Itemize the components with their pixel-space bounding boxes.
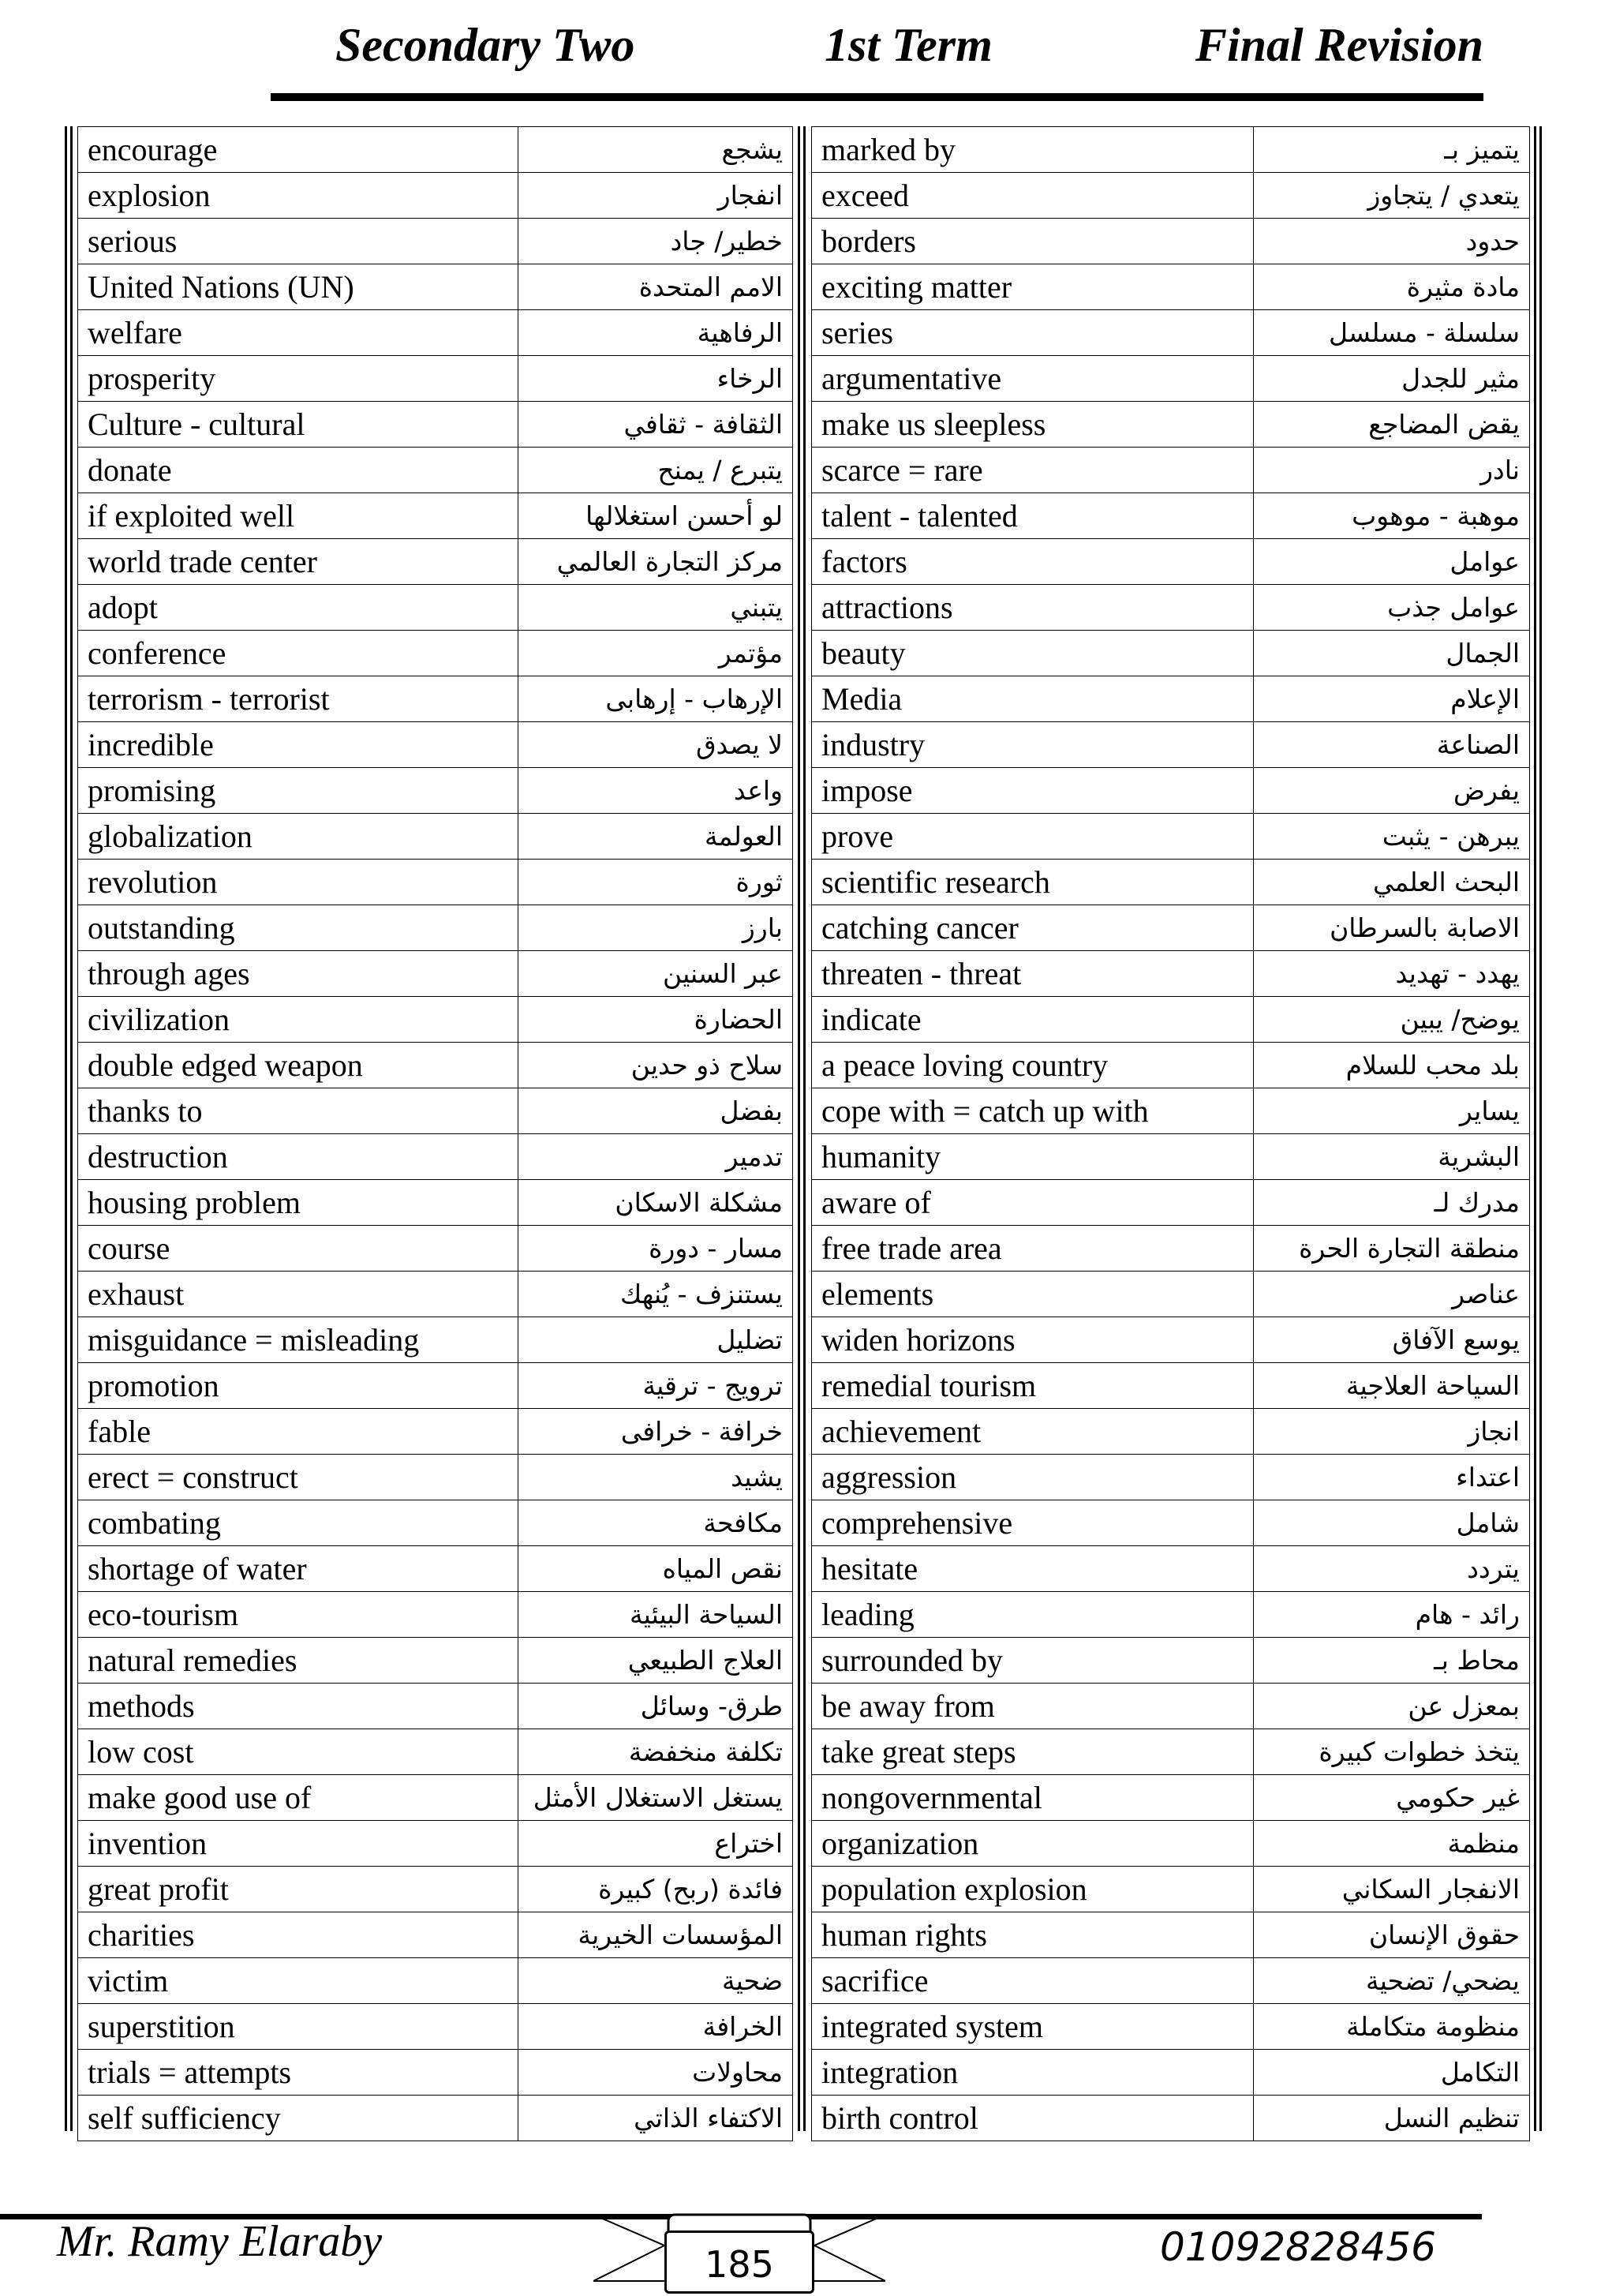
english-term: population explosion: [812, 1867, 1254, 1912]
arabic-translation: نادر: [1254, 448, 1530, 493]
table-row: [812, 1455, 1530, 1500]
arabic-translation: الرخاء: [518, 356, 793, 402]
arabic-translation: يوضح/ يبين: [1254, 997, 1530, 1043]
english-term: encourage: [78, 127, 518, 173]
english-term: remedial tourism: [812, 1363, 1254, 1409]
arabic-translation: ترويج - ترقية: [518, 1363, 793, 1409]
arabic-translation: يفرض: [1254, 768, 1530, 814]
table-row: [812, 722, 1530, 768]
english-term: exciting matter: [812, 264, 1254, 310]
table-row: [78, 951, 793, 997]
english-term: promising: [78, 768, 518, 814]
table-row: [812, 768, 1530, 814]
table-row: [78, 1363, 793, 1409]
english-term: civilization: [78, 997, 518, 1043]
english-term: free trade area: [812, 1226, 1254, 1272]
header-divider: [271, 93, 1483, 101]
english-term: adopt: [78, 585, 518, 631]
table-row: [812, 997, 1530, 1043]
arabic-translation: يشيد: [518, 1455, 793, 1500]
table-row: [78, 2004, 793, 2050]
arabic-translation: ثورة: [518, 860, 793, 905]
arabic-translation: انفجار: [518, 173, 793, 219]
arabic-translation: السياحة العلاجية: [1254, 1363, 1530, 1409]
table-row: [812, 1180, 1530, 1226]
table-row: [78, 310, 793, 356]
arabic-translation: عوامل: [1254, 539, 1530, 585]
english-term: victim: [78, 1958, 518, 2004]
english-term: take great steps: [812, 1729, 1254, 1775]
table-row: [812, 1272, 1530, 1317]
arabic-translation: ضحية: [518, 1958, 793, 2004]
arabic-translation: يشجع: [518, 127, 793, 173]
english-term: through ages: [78, 951, 518, 997]
english-term: industry: [812, 722, 1254, 768]
english-term: superstition: [78, 2004, 518, 2050]
english-term: elements: [812, 1272, 1254, 1317]
arabic-translation: الامم المتحدة: [518, 264, 793, 310]
arabic-translation: رائد - هام: [1254, 1592, 1530, 1638]
english-term: threaten - threat: [812, 951, 1254, 997]
table-row: [78, 448, 793, 493]
table-row: [78, 1134, 793, 1180]
english-term: integrated system: [812, 2004, 1254, 2050]
arabic-translation: تنظيم النسل: [1254, 2096, 1530, 2141]
table-row: [78, 402, 793, 448]
arabic-translation: التكامل: [1254, 2050, 1530, 2096]
table-row: [78, 1729, 793, 1775]
page-header: [272, 17, 1483, 73]
arabic-translation: مؤتمر: [518, 631, 793, 676]
english-term: exhaust: [78, 1272, 518, 1317]
table-row: [812, 1592, 1530, 1638]
arabic-translation: الإرهاب - إرهابى: [518, 676, 793, 722]
english-term: invention: [78, 1821, 518, 1867]
english-term: course: [78, 1226, 518, 1272]
table-row: [812, 1500, 1530, 1546]
english-term: revolution: [78, 860, 518, 905]
arabic-translation: طرق- وسائل: [518, 1684, 793, 1729]
arabic-translation: الاكتفاء الذاتي: [518, 2096, 793, 2141]
arabic-translation: منظومة متكاملة: [1254, 2004, 1530, 2050]
table-row: [812, 814, 1530, 860]
arabic-translation: عناصر: [1254, 1272, 1530, 1317]
english-term: scientific research: [812, 860, 1254, 905]
arabic-translation: نقص المياه: [518, 1546, 793, 1592]
english-term: factors: [812, 539, 1254, 585]
arabic-translation: غير حكومي: [1254, 1775, 1530, 1821]
arabic-translation: الإعلام: [1254, 676, 1530, 722]
table-row: [78, 1272, 793, 1317]
table-row: [78, 997, 793, 1043]
table-row: [78, 1912, 793, 1958]
english-term: indicate: [812, 997, 1254, 1043]
table-row: [78, 814, 793, 860]
page-number: 185: [664, 2230, 814, 2294]
arabic-translation: الحضارة: [518, 997, 793, 1043]
arabic-translation: البحث العلمي: [1254, 860, 1530, 905]
table-row: [812, 2004, 1530, 2050]
english-term: catching cancer: [812, 905, 1254, 951]
table-row: [812, 264, 1530, 310]
table-row: [78, 2050, 793, 2096]
table-row: [78, 493, 793, 539]
english-term: leading: [812, 1592, 1254, 1638]
english-term: housing problem: [78, 1180, 518, 1226]
table-left-border: [65, 126, 73, 2131]
arabic-translation: سلسلة - مسلسل: [1254, 310, 1530, 356]
arabic-translation: تضليل: [518, 1317, 793, 1363]
table-row: [78, 1775, 793, 1821]
table-row: [812, 1088, 1530, 1134]
english-term: explosion: [78, 173, 518, 219]
arabic-translation: الجمال: [1254, 631, 1530, 676]
table-row: [812, 310, 1530, 356]
arabic-translation: الصناعة: [1254, 722, 1530, 768]
arabic-translation: مادة مثيرة: [1254, 264, 1530, 310]
arabic-translation: يتميز بـ: [1254, 127, 1530, 173]
english-term: double edged weapon: [78, 1043, 518, 1088]
english-term: cope with = catch up with: [812, 1088, 1254, 1134]
table-row: [78, 768, 793, 814]
header-grade: Secondary Two: [335, 19, 635, 71]
table-row: [812, 1638, 1530, 1684]
arabic-translation: محاط بـ: [1254, 1638, 1530, 1684]
table-row: [78, 722, 793, 768]
arabic-translation: عوامل جذب: [1254, 585, 1530, 631]
arabic-translation: تدمير: [518, 1134, 793, 1180]
english-term: eco-tourism: [78, 1592, 518, 1638]
english-term: self sufficiency: [78, 2096, 518, 2141]
english-term: attractions: [812, 585, 1254, 631]
table-row: [78, 860, 793, 905]
english-term: a peace loving country: [812, 1043, 1254, 1088]
english-term: scarce = rare: [812, 448, 1254, 493]
arabic-translation: يتردد: [1254, 1546, 1530, 1592]
english-term: birth control: [812, 2096, 1254, 2141]
arabic-translation: سلاح ذو حدين: [518, 1043, 793, 1088]
table-row: [812, 1546, 1530, 1592]
table-row: [78, 173, 793, 219]
arabic-translation: يتبني: [518, 585, 793, 631]
arabic-translation: تكلفة منخفضة: [518, 1729, 793, 1775]
table-row: [812, 1867, 1530, 1912]
arabic-translation: الرفاهية: [518, 310, 793, 356]
english-term: combating: [78, 1500, 518, 1546]
table-right-border: [1534, 126, 1542, 2131]
english-term: if exploited well: [78, 493, 518, 539]
arabic-translation: مثير للجدل: [1254, 356, 1530, 402]
arabic-translation: يقض المضاجع: [1254, 402, 1530, 448]
table-row: [812, 905, 1530, 951]
arabic-translation: العلاج الطبيعي: [518, 1638, 793, 1684]
english-term: aware of: [812, 1180, 1254, 1226]
table-row: [812, 127, 1530, 173]
vocabulary-table: [65, 126, 1542, 2136]
table-row: [78, 264, 793, 310]
table-row: [812, 2096, 1530, 2141]
english-term: achievement: [812, 1409, 1254, 1455]
arabic-translation: يهدد - تهديد: [1254, 951, 1530, 997]
english-term: Media: [812, 676, 1254, 722]
english-term: prove: [812, 814, 1254, 860]
english-term: serious: [78, 219, 518, 264]
english-term: impose: [812, 768, 1254, 814]
arabic-translation: الثقافة - ثقافي: [518, 402, 793, 448]
table-row: [812, 1684, 1530, 1729]
arabic-translation: مشكلة الاسكان: [518, 1180, 793, 1226]
arabic-translation: منطقة التجارة الحرة: [1254, 1226, 1530, 1272]
arabic-translation: موهبة - موهوب: [1254, 493, 1530, 539]
arabic-translation: انجاز: [1254, 1409, 1530, 1455]
english-term: welfare: [78, 310, 518, 356]
left-glossary: [77, 126, 793, 2141]
arabic-translation: شامل: [1254, 1500, 1530, 1546]
table-row: [78, 1592, 793, 1638]
english-term: promotion: [78, 1363, 518, 1409]
arabic-translation: خرافة - خرافى: [518, 1409, 793, 1455]
arabic-translation: فائدة (ربح) كبيرة: [518, 1867, 793, 1912]
arabic-translation: منظمة: [1254, 1821, 1530, 1867]
arabic-translation: مسار - دورة: [518, 1226, 793, 1272]
english-term: human rights: [812, 1912, 1254, 1958]
english-term: donate: [78, 448, 518, 493]
english-term: talent - talented: [812, 493, 1254, 539]
table-row: [78, 585, 793, 631]
english-term: comprehensive: [812, 1500, 1254, 1546]
table-row: [78, 1226, 793, 1272]
english-term: sacrifice: [812, 1958, 1254, 2004]
english-term: exceed: [812, 173, 1254, 219]
table-row: [812, 2050, 1530, 2096]
english-term: nongovernmental: [812, 1775, 1254, 1821]
english-term: terrorism - terrorist: [78, 676, 518, 722]
header-title: Final Revision: [1195, 19, 1483, 71]
arabic-translation: لو أحسن استغلالها: [518, 493, 793, 539]
table-row: [812, 1226, 1530, 1272]
table-row: [78, 539, 793, 585]
table-row: [812, 951, 1530, 997]
table-row: [812, 356, 1530, 402]
english-term: make good use of: [78, 1775, 518, 1821]
arabic-translation: يضحي/ تضحية: [1254, 1958, 1530, 2004]
english-term: world trade center: [78, 539, 518, 585]
english-term: prosperity: [78, 356, 518, 402]
arabic-translation: خطير/ جاد: [518, 219, 793, 264]
english-term: integration: [812, 2050, 1254, 2096]
table-row: [78, 1867, 793, 1912]
arabic-translation: الاصابة بالسرطان: [1254, 905, 1530, 951]
arabic-translation: السياحة البيئية: [518, 1592, 793, 1638]
arabic-translation: حدود: [1254, 219, 1530, 264]
arabic-translation: الخرافة: [518, 2004, 793, 2050]
english-term: marked by: [812, 127, 1254, 173]
english-term: thanks to: [78, 1088, 518, 1134]
table-row: [812, 631, 1530, 676]
arabic-translation: بارز: [518, 905, 793, 951]
english-term: borders: [812, 219, 1254, 264]
phone-number: 01092828456: [1160, 2224, 1436, 2270]
table-row: [812, 1821, 1530, 1867]
table-row: [812, 1775, 1530, 1821]
arabic-translation: يستنزف - يُنهك: [518, 1272, 793, 1317]
english-term: outstanding: [78, 905, 518, 951]
english-term: Culture - cultural: [78, 402, 518, 448]
table-row: [78, 676, 793, 722]
table-row: [78, 1088, 793, 1134]
english-term: shortage of water: [78, 1546, 518, 1592]
english-term: beauty: [812, 631, 1254, 676]
arabic-translation: يتبرع / يمنح: [518, 448, 793, 493]
table-row: [812, 585, 1530, 631]
arabic-translation: يتخذ خطوات كبيرة: [1254, 1729, 1530, 1775]
table-row: [812, 402, 1530, 448]
table-row: [812, 676, 1530, 722]
english-term: natural remedies: [78, 1638, 518, 1684]
table-row: [812, 1912, 1530, 1958]
english-term: charities: [78, 1912, 518, 1958]
arabic-translation: بفضل: [518, 1088, 793, 1134]
arabic-translation: يوسع الآفاق: [1254, 1317, 1530, 1363]
english-term: globalization: [78, 814, 518, 860]
english-term: misguidance = misleading: [78, 1317, 518, 1363]
arabic-translation: يستغل الاستغلال الأمثل: [518, 1775, 793, 1821]
author-name: Mr. Ramy Elaraby: [57, 2217, 383, 2266]
arabic-translation: محاولات: [518, 2050, 793, 2096]
arabic-translation: مكافحة: [518, 1500, 793, 1546]
table-row: [812, 493, 1530, 539]
english-term: low cost: [78, 1729, 518, 1775]
table-middle-border: [798, 126, 806, 2131]
english-term: fable: [78, 1409, 518, 1455]
table-row: [78, 2096, 793, 2141]
table-row: [78, 1500, 793, 1546]
table-row: [812, 1729, 1530, 1775]
english-term: argumentative: [812, 356, 1254, 402]
table-row: [78, 1180, 793, 1226]
table-row: [812, 173, 1530, 219]
arabic-translation: يتعدي / يتجاوز: [1254, 173, 1530, 219]
arabic-translation: بمعزل عن: [1254, 1684, 1530, 1729]
table-row: [812, 1134, 1530, 1180]
english-term: United Nations (UN): [78, 264, 518, 310]
table-row: [812, 1958, 1530, 2004]
table-row: [78, 1043, 793, 1088]
english-term: surrounded by: [812, 1638, 1254, 1684]
english-term: organization: [812, 1821, 1254, 1867]
arabic-translation: بلد محب للسلام: [1254, 1043, 1530, 1088]
arabic-translation: حقوق الإنسان: [1254, 1912, 1530, 1958]
english-term: destruction: [78, 1134, 518, 1180]
arabic-translation: العولمة: [518, 814, 793, 860]
english-term: series: [812, 310, 1254, 356]
arabic-translation: يساير: [1254, 1088, 1530, 1134]
table-row: [78, 1317, 793, 1363]
english-term: erect = construct: [78, 1455, 518, 1500]
table-row: [812, 448, 1530, 493]
table-row: [78, 1958, 793, 2004]
table-row: [812, 1317, 1530, 1363]
english-term: hesitate: [812, 1546, 1254, 1592]
arabic-translation: اعتداء: [1254, 1455, 1530, 1500]
english-term: trials = attempts: [78, 2050, 518, 2096]
arabic-translation: الانفجار السكاني: [1254, 1867, 1530, 1912]
arabic-translation: يبرهن - يثبت: [1254, 814, 1530, 860]
english-term: conference: [78, 631, 518, 676]
arabic-translation: واعد: [518, 768, 793, 814]
table-row: [78, 127, 793, 173]
arabic-translation: مدرك لـ: [1254, 1180, 1530, 1226]
english-term: make us sleepless: [812, 402, 1254, 448]
table-row: [812, 219, 1530, 264]
table-row: [78, 1638, 793, 1684]
english-term: methods: [78, 1684, 518, 1729]
english-term: incredible: [78, 722, 518, 768]
table-row: [78, 1546, 793, 1592]
table-row: [78, 905, 793, 951]
english-term: great profit: [78, 1867, 518, 1912]
english-term: widen horizons: [812, 1317, 1254, 1363]
arabic-translation: لا يصدق: [518, 722, 793, 768]
table-row: [78, 1455, 793, 1500]
table-row: [78, 1409, 793, 1455]
table-row: [78, 219, 793, 264]
arabic-translation: البشرية: [1254, 1134, 1530, 1180]
table-row: [812, 1363, 1530, 1409]
table-row: [78, 1684, 793, 1729]
english-term: be away from: [812, 1684, 1254, 1729]
arabic-translation: اختراع: [518, 1821, 793, 1867]
right-glossary: [811, 126, 1530, 2141]
table-row: [812, 1043, 1530, 1088]
table-row: [812, 860, 1530, 905]
table-row: [812, 1409, 1530, 1455]
arabic-translation: مركز التجارة العالمي: [518, 539, 793, 585]
table-row: [78, 356, 793, 402]
english-term: aggression: [812, 1455, 1254, 1500]
table-row: [78, 631, 793, 676]
english-term: humanity: [812, 1134, 1254, 1180]
table-row: [78, 1821, 793, 1867]
arabic-translation: عبر السنين: [518, 951, 793, 997]
header-term: 1st Term: [825, 19, 993, 71]
table-row: [812, 539, 1530, 585]
arabic-translation: المؤسسات الخيرية: [518, 1912, 793, 1958]
